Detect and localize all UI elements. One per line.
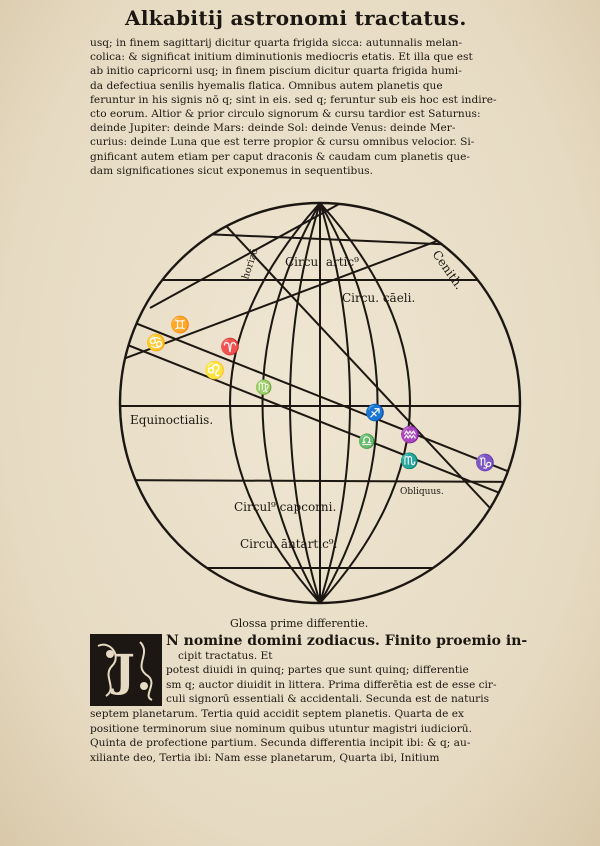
text-line: potest diuidi in quinq; partes que sunt quinq; differentie [166, 664, 469, 677]
oblique-label: Obliquus. [400, 487, 444, 497]
text-line: usq; in finem sagittarij dicitur quarta frigida sicca: autunnalis melan- [90, 37, 463, 49]
capricorn-sign: ♑ [475, 453, 495, 472]
text-line: da defectiua senilis hyemalis flatica. Omnibus autem planetis que [90, 79, 443, 92]
text-line: cipit tractatus. Et [178, 649, 273, 662]
text-line: sm q; auctor diuidit in littera. Prima differētia est de esse cir- [166, 678, 497, 691]
text-line: colica: & significat initium diminutionis mediocris etatis. Et illa que est [90, 51, 473, 64]
text-line: dam significationes sicut exponemus in sequentibus. [90, 164, 373, 177]
celestial-circle-label: Circu. cāeli. [342, 291, 416, 305]
virgo-sign: ♍ [255, 380, 273, 396]
celestial-sphere-diagram [110, 198, 530, 608]
text-line: feruntur in his signis nō q; sint in eis. sed q; feruntur sub eis hoc est indire- [90, 93, 497, 106]
aries-sign: ♈ [220, 337, 240, 356]
text-line: N nomine domini zodiacus. Finito proemio in- [166, 634, 528, 649]
cenith-label: Cenith. [429, 247, 467, 292]
sagittarius-sign: ♐ [365, 403, 385, 422]
libra-sign: ♎ [358, 434, 376, 450]
text-line: deinde Jupiter: deinde Mars: deinde Sol: deinde Venus: deinde Mer- [90, 122, 456, 135]
cancer-sign: ♋ [146, 333, 166, 352]
cenith-line [200, 198, 490, 508]
aquarius-sign: ♒ [400, 425, 420, 444]
text-line: Quinta de profectione partium. Secunda differentia incipit ibi: & q; au- [90, 737, 471, 750]
body-paragraph [90, 634, 550, 765]
text-line: cto eorum. Altior & prior circulo signorum & cursu tardior est Saturnus: [90, 108, 481, 121]
antarctic-circle-label: Circu. āntartic⁹. [240, 537, 338, 551]
page-title: Alkabitij astronomi tractatus. [125, 6, 467, 30]
text-line: gnificant autem etiam per caput draconis & caudam cum planetis que- [90, 150, 470, 163]
gemini-sign: ♊ [170, 315, 190, 334]
text-line: xiliante deo, Tertia ibi: Nam esse planetarum, Quarta ibi, Initium [90, 751, 440, 764]
equinoctial-label: Equinoctialis. [130, 413, 214, 427]
intro-paragraph [90, 36, 550, 178]
text-line: culi signorū essentiali & accidentali. Secunda est de naturis [166, 693, 490, 706]
sphere-svg [110, 198, 530, 608]
text-line: ab initio capricorni usq; in finem piscium dicitur quarta frigida humi- [90, 65, 462, 78]
text-line: positione terminorum siue nominum quibus utuntur magistri iudiciorū. [90, 722, 472, 735]
arctic-circle-label: Circu. artic⁹ [285, 255, 359, 269]
horizon-label: horizō [240, 247, 261, 281]
capricorn-circle-label: Circul⁹ capcorni. [234, 500, 337, 514]
gloss-heading: Glossa prime differentie. [230, 617, 369, 630]
initial-letter: J [114, 646, 135, 697]
text-line: curius: deinde Luna que est terre propior & cursu omnibus velocior. Si- [90, 136, 475, 149]
text-line: septem planetarum. Tertia quid accidit septem planetis. Quarta de ex [90, 707, 464, 720]
scorpio-sign: ♏ [400, 452, 419, 470]
leo-sign: ♌ [204, 361, 226, 381]
